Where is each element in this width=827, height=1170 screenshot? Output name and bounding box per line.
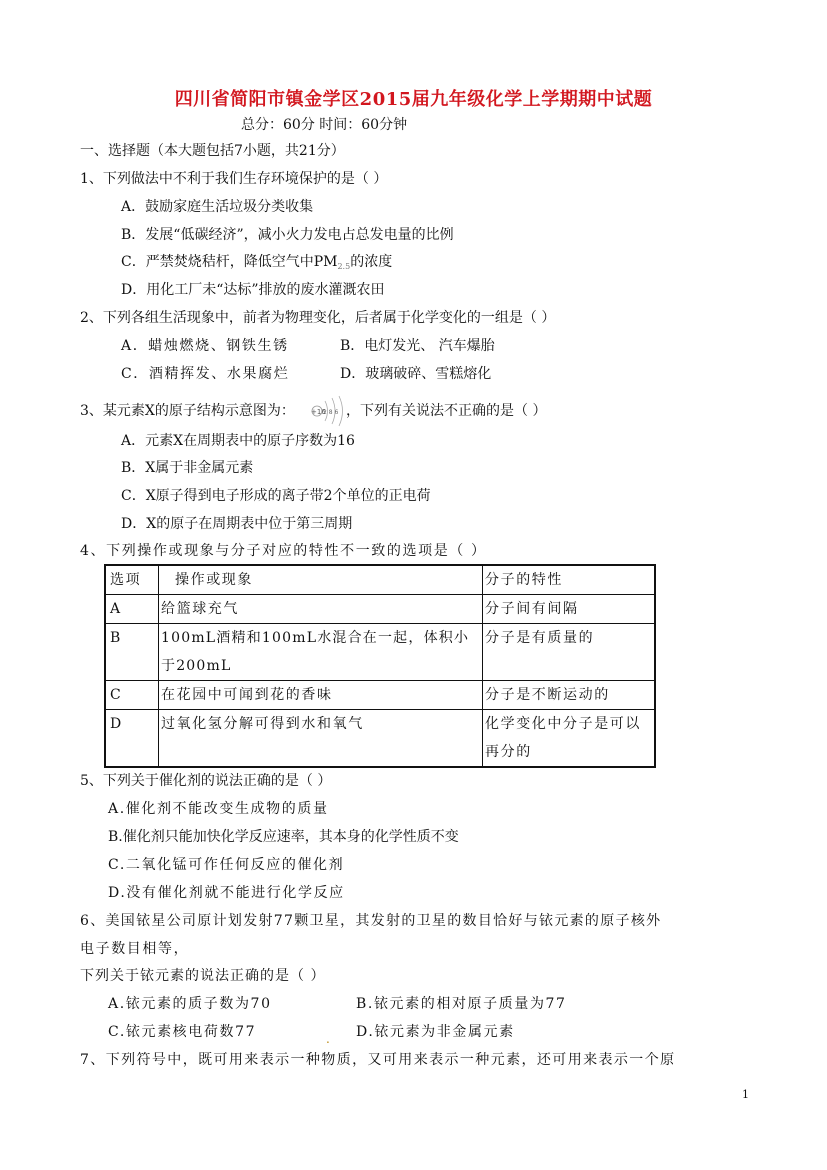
row-property: 分子是有质量的 [483, 624, 656, 681]
table-row [105, 710, 655, 768]
table-header-row [105, 565, 655, 595]
question-5-option-b: B.催化剂只能加快化学反应速率，其本身的化学性质不变 [108, 829, 459, 845]
question-6-option-a: A.铱元素的质子数为70 [108, 996, 272, 1012]
row-operation: 给篮球充气 [159, 595, 483, 624]
question-5-stem: 5、下列关于催化剂的说法正确的是（ ） [80, 773, 332, 789]
question-3-stem-start: 3、某元素X的原子结构示意图为： [80, 403, 295, 419]
question-2-option-c: C．酒精挥发、水果腐烂 [121, 366, 290, 382]
question-1-option-a: A．鼓励家庭生活垃圾分类收集 [121, 199, 314, 215]
table-row [105, 595, 655, 624]
question-5-option-c: C.二氧化锰可作任何反应的催化剂 [108, 857, 345, 873]
question-6-stem-line2: 电子数目相等， [80, 941, 190, 957]
row-property: 分子间有间隔 [483, 595, 656, 624]
question-5-option-a: A.催化剂不能改变生成物的质量 [108, 801, 329, 817]
section-heading: 一、选择题（本大题包括7小题，共21分） [80, 143, 345, 159]
question-2-option-b: B．电灯发光、 汽车爆胎 [340, 338, 495, 354]
question-3-option-b: B．X属于非金属元素 [121, 460, 254, 476]
question-6-option-d: D.铱元素为非金属元素 [356, 1024, 515, 1040]
question-3-option-c: C．X原子得到电子形成的离子带2个单位的正电荷 [121, 488, 431, 504]
page-number: 1 [742, 1088, 749, 1101]
row-operation: 在花园中可闻到花的香味 [159, 681, 483, 710]
header-option: 选项 [105, 565, 159, 595]
row-option: D [105, 710, 159, 768]
row-property: 化学变化中分子是可以再分的 [483, 710, 656, 768]
exam-info: 总分：60分 时间：60分钟 [241, 117, 408, 133]
pm-subscript: 2.5 [337, 262, 351, 271]
question-6-stem-line1: 6、美国铱星公司原计划发射77颗卫星，其发射的卫星的数目恰好与铱元素的原子核外 [80, 913, 662, 929]
atom-structure-diagram [308, 393, 348, 429]
electron-shells: 2 8 6 [323, 409, 339, 416]
row-operation: 100mL酒精和100mL水混合在一起，体积小于200mL [159, 624, 483, 681]
question-6-stem-line3: 下列关于铱元素的说法正确的是（ ） [80, 968, 326, 984]
row-option: C [105, 681, 159, 710]
row-property: 分子是不断运动的 [483, 681, 656, 710]
row-option: A [105, 595, 159, 624]
question-1-option-d: D．用化工厂未“达标”排放的废水灌溉农田 [121, 282, 385, 298]
question-1-stem: 1、下列做法中不利于我们生存环境保护的是（ ） [80, 171, 388, 187]
question-3-stem-end: ，下列有关说法不正确的是（ ） [346, 403, 547, 419]
question-2-option-a: A．蜡烛燃烧、钢铁生锈 [121, 338, 289, 354]
question-1-option-c-tail: 的浓度 [350, 254, 393, 270]
row-operation: 过氧化氢分解可得到水和氧气 [159, 710, 483, 768]
table-row [105, 624, 655, 681]
question-6-option-c: C.铱元素核电荷数77 [108, 1024, 257, 1040]
nucleus-charge: +16 [311, 408, 326, 416]
options-table [104, 564, 656, 768]
question-2-stem: 2、下列各组生活现象中，前者为物理变化，后者属于化学变化的一组是（ ） [80, 310, 556, 326]
page-title: 四川省简阳市镇金学区2015届九年级化学上学期期中试题 [174, 89, 653, 110]
question-2-option-d: D．玻璃破碎、雪糕熔化 [340, 366, 492, 382]
stray-dot: . [326, 1032, 330, 1046]
question-1-option-b: B．发展“低碳经济”，减小火力发电占总发电量的比例 [121, 227, 454, 243]
question-1-option-c-text: C．严禁焚烧秸杆，降低空气中PM [121, 254, 338, 270]
row-option: B [105, 624, 159, 681]
table-row [105, 681, 655, 710]
header-property: 分子的特性 [483, 565, 656, 595]
question-4-stem: 4、下列操作或现象与分子对应的特性不一致的选项是（ ） [80, 543, 487, 559]
question-1-option-c [121, 253, 392, 276]
question-3-option-d: D．X的原子在周期表中位于第三周期 [121, 516, 353, 532]
question-6-option-b: B.铱元素的相对原子质量为77 [356, 996, 567, 1012]
question-5-option-d: D.没有催化剂就不能进行化学反应 [108, 885, 345, 901]
header-operation: 操作或现象 [159, 565, 483, 595]
question-7-stem: 7、下列符号中，既可用来表示一种物质，又可用来表示一种元素，还可用来表示一个原 [80, 1052, 676, 1068]
question-3-option-a: A．元素X在周期表中的原子序数为16 [121, 433, 355, 449]
